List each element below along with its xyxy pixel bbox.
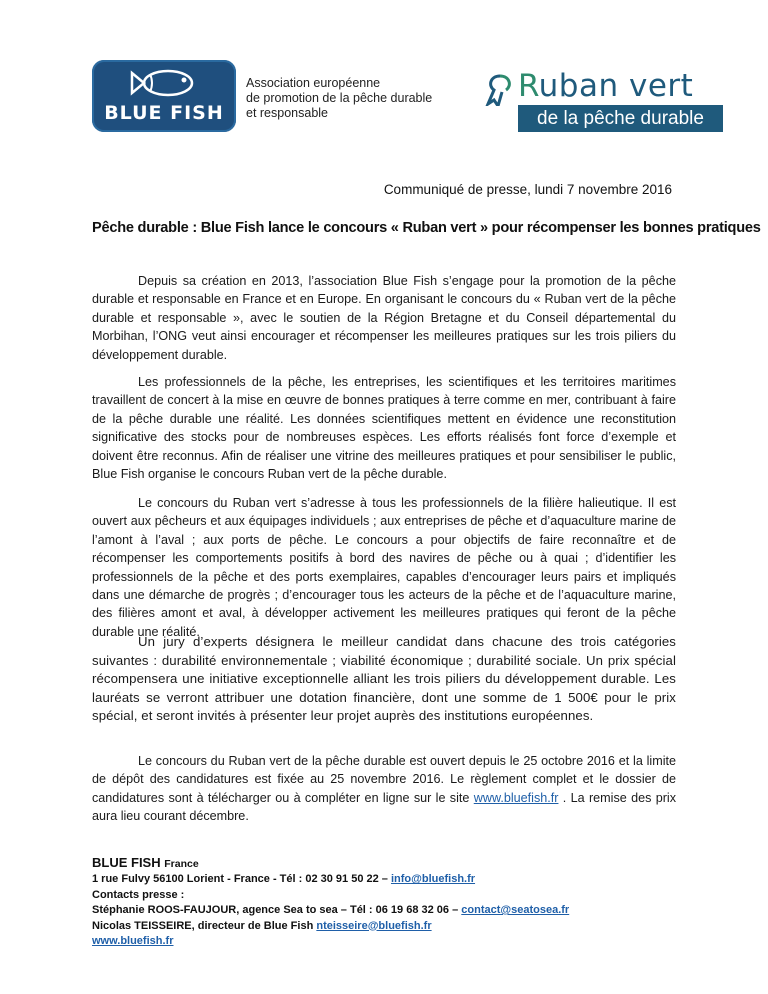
paragraph-context: Les professionnels de la pêche, les entreprises, les scientifiques et les territoires maritimes travaillent de concert à la mise en œuvre de bonnes pratiques à terre comme en mer, contribuant à faire de la pêche durable une réalité. Les données scientifiques mettent en évidence une reconstitution significative des stocks pour de nombreuses espèces. Les efforts réalisés font force d’exemple et doivent être reconnus. Afin de réaliser une vitrine des meilleures pratiques et pour sensibiliser le public, Blue Fish organise le concours Ruban vert de la pêche durable. — [92, 375, 676, 482]
ruban-vert-band: de la pêche durable — [518, 105, 723, 132]
tagline-line: et responsable — [246, 106, 329, 120]
tagline-line: de promotion de la pêche durable — [246, 91, 433, 105]
bluefish-logo — [92, 60, 236, 132]
paragraph-jury: Un jury d’experts désignera le meilleur candidat dans chacune des trois catégories suivantes : durabilité environnementale ; viabilité économique ; durabilité sociale. Un prix spécial récompensera une initiative exceptionnelle alliant les trois piliers du développement durable. Les lauréats se verront attribuer une dotation financière, dont une somme de 1 500€ pour le prix spécial, et seront invités à présenter leur projet auprès des institutions européennes. — [92, 634, 676, 724]
contact2-email-link[interactable]: nteisseire@bluefish.fr — [316, 919, 432, 932]
footer-org — [92, 855, 692, 872]
bluefish-logo-text: BLUE FISH — [104, 102, 224, 124]
ribbon-icon — [484, 72, 516, 106]
contact-footer — [92, 855, 692, 949]
website-link[interactable]: www.bluefish.fr — [473, 790, 559, 805]
org-name: BLUE FISH — [92, 855, 161, 870]
tagline-line: Association européenne — [246, 76, 381, 90]
contact1-text: Stéphanie ROOS-FAUJOUR, agence Sea to sea – Tél : 06 19 68 32 06 – — [92, 904, 462, 917]
org-country: France — [164, 858, 199, 870]
paragraph-intro: Depuis sa création en 2013, l’association Blue Fish s’engage pour la promotion de la pêche durable et responsable en France et en Europe. En organisant le concours du « Ruban vert de la pêche durable et responsable », avec le soutien de la Région Bretagne et du Conseil départemental du Morbihan, l’ONG veut ainsi encourager et récompenser les meilleures pratiques sur les trois piliers du développement durable. — [92, 274, 676, 362]
ruban-vert-title — [518, 68, 693, 104]
contact-director — [92, 919, 692, 934]
address-text: 1 rue Fulvy 56100 Lorient - France - Tél : 02 30 91 50 22 – — [92, 873, 391, 886]
deadline-text-end: . La remise des prix aura lieu courant décembre. — [92, 790, 677, 824]
contact1-email-link[interactable]: contact@seatosea.fr — [461, 904, 570, 917]
ruban-vert-title-first: R — [518, 68, 539, 104]
ruban-vert-logo — [484, 68, 724, 134]
footer-website-link[interactable]: www.bluefish.fr — [92, 935, 174, 948]
press-release-date: Communiqué de presse, lundi 7 novembre 2016 — [383, 182, 672, 197]
paragraph-deadline — [92, 752, 676, 826]
contact-press-agency — [92, 903, 692, 918]
fish-icon — [128, 66, 200, 100]
contact2-text: Nicolas TEISSEIRE, directeur de Blue Fish — [92, 919, 317, 932]
contacts-label: Contacts presse : — [92, 888, 185, 901]
deadline-text: Le concours du Ruban vert de la pêche durable est ouvert depuis le 25 octobre 2016 et la limite de dépôt des candidatures est fixée au 25 novembre 2016. Le règlement complet et le dossier de candidatures sont à télécharger ou à compléter en ligne sur le site — [92, 754, 676, 805]
email-link[interactable]: info@bluefish.fr — [390, 873, 476, 886]
headline: Pêche durable : Blue Fish lance le concours « Ruban vert » pour récompenser les bonnes pratiques — [92, 220, 761, 236]
association-tagline — [246, 76, 446, 121]
ruban-vert-title-rest: uban vert — [538, 68, 694, 104]
footer-address — [92, 872, 692, 887]
paragraph-eligibility: Le concours du Ruban vert s’adresse à tous les professionnels de la filière halieutique. Il est ouvert aux pêcheurs et aux équipages individuels ; aux entreprises de pêche et d’aquaculture marine de l’amont à l’aval ; aux ports de pêche. Le concours a pour objectifs de faire reconnaître et de récompenser les comportements positifs à bord des navires de pêche ou à quai ; d’identifier les professionnels de la pêche et des ports exemplaires, capables d’encourager leurs pairs et impliqués dans une démarche de progrès ; d’encourager tous les acteurs de la pêche et de l’aquaculture marine, des filières amont et aval, à développer activement les meilleures pratiques qui feront de la pêche durable une réalité. — [92, 496, 676, 639]
